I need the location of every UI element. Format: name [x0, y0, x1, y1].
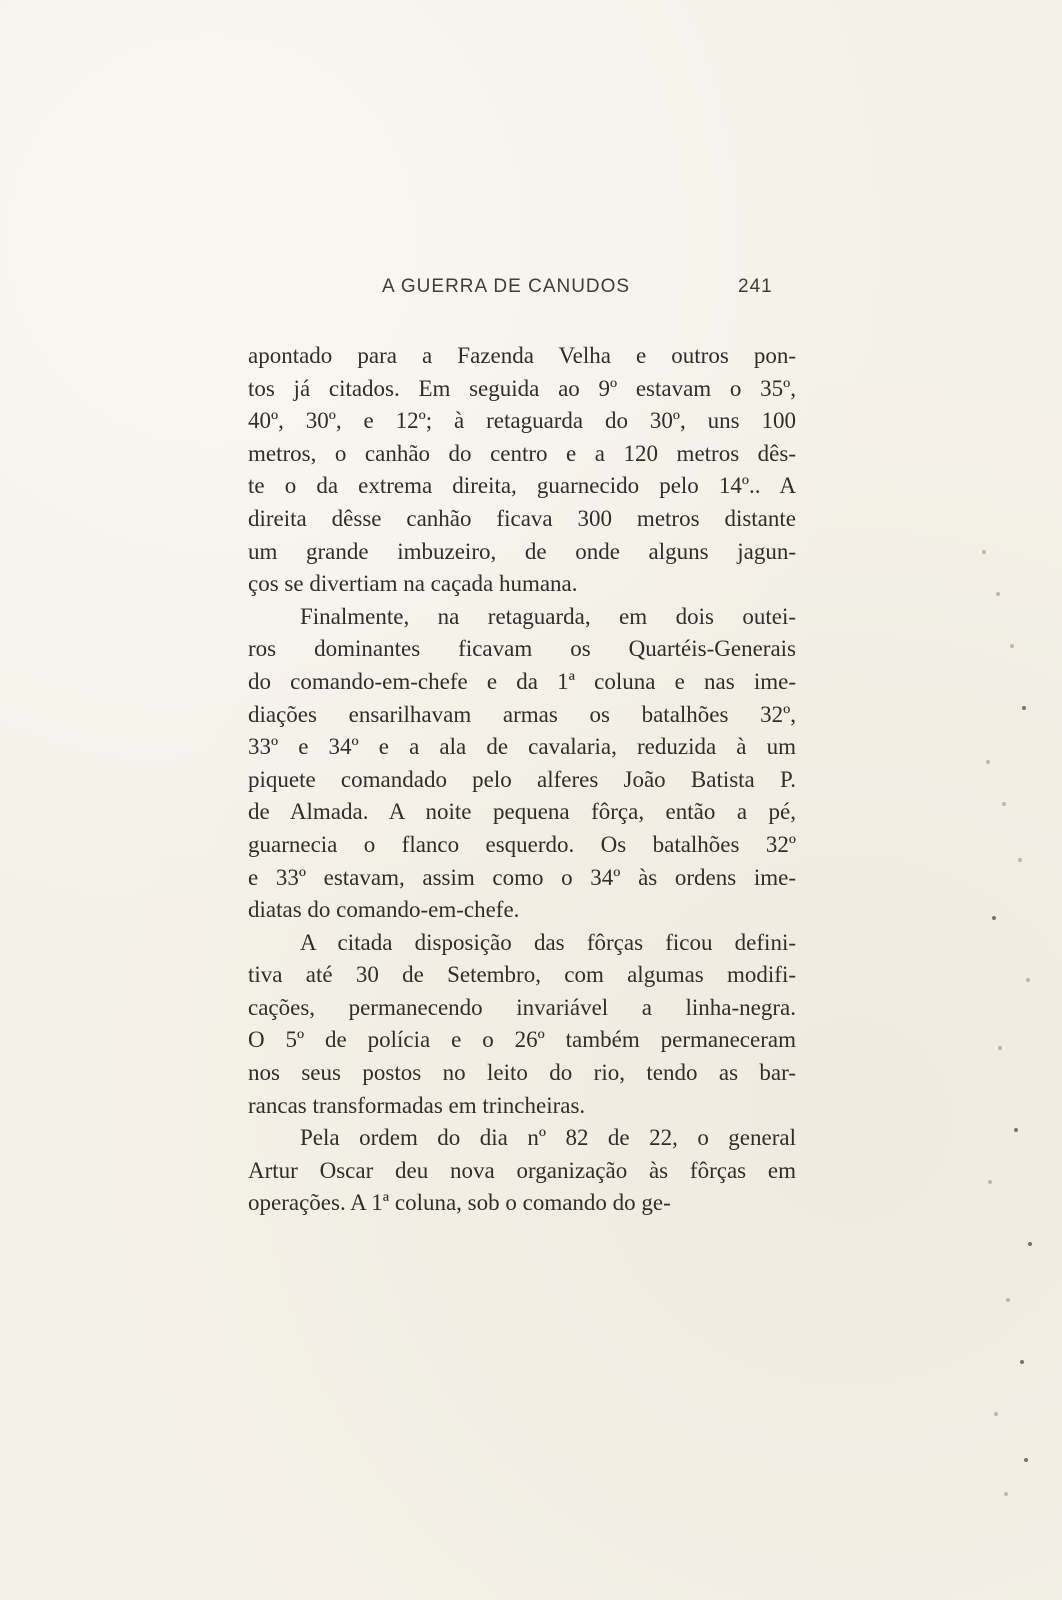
text-line: diações ensarilhavam armas os batalhões 32º,	[248, 701, 796, 727]
paragraph-3	[248, 927, 796, 1123]
foxing-specks	[974, 540, 1044, 1520]
speck	[996, 592, 1000, 596]
text-line: ros dominantes ficavam os Quartéis-Generais	[248, 636, 796, 662]
text-line: metros, o canhão do centro e a 120 metros dês-	[248, 440, 796, 466]
text-line: direita dêsse canhão ficava 300 metros distante	[248, 505, 796, 531]
speck	[1002, 802, 1006, 806]
text-line: e 33º estavam, assim como o 34º às ordens ime-	[248, 864, 796, 890]
text-line: Pela ordem do dia nº 82 de 22, o general	[300, 1125, 796, 1151]
text-line: piquete comandado pelo alferes João Batista P.	[248, 766, 796, 792]
text-line: 40º, 30º, e 12º; à retaguarda do 30º, uns 100	[248, 408, 796, 434]
text-line: ços se divertiam na caçada humana.	[248, 571, 578, 597]
text-line: tos já citados. Em seguida ao 9º estavam o 35º,	[248, 375, 796, 401]
text-line: O 5º de polícia e o 26º também permaneceram	[248, 1027, 796, 1053]
speck	[1028, 1242, 1032, 1246]
text-line: A citada disposição das fôrças ficou defini-	[300, 929, 796, 955]
speck	[1026, 978, 1030, 982]
text-line: nos seus postos no leito do rio, tendo as bar-	[248, 1060, 796, 1086]
speck	[998, 1046, 1002, 1050]
speck	[1010, 644, 1014, 648]
text-line: cações, permanecendo invariável a linha-negra.	[248, 994, 796, 1020]
speck	[1024, 1458, 1028, 1462]
text-line: guarnecia o flanco esquerdo. Os batalhões 32º	[248, 831, 796, 857]
text-line: rancas transformadas em trincheiras.	[248, 1092, 586, 1118]
speck	[1020, 1360, 1024, 1364]
text-line: te o da extrema direita, guarnecido pelo 14º.. A	[248, 473, 796, 499]
speck	[1006, 1298, 1010, 1302]
speck	[1004, 1492, 1008, 1496]
speck	[982, 550, 986, 554]
text-line: Finalmente, na retaguarda, em dois outei-	[300, 603, 796, 629]
body-text	[248, 340, 796, 1220]
speck	[988, 1180, 992, 1184]
speck	[992, 916, 996, 920]
paragraph-2	[248, 601, 796, 927]
page-number: 241	[738, 276, 773, 297]
paragraph-4	[248, 1122, 796, 1220]
text-line: do comando-em-chefe e da 1ª coluna e nas ime-	[248, 668, 796, 694]
text-line: Artur Oscar deu nova organização às fôrças em	[248, 1157, 796, 1183]
speck	[1022, 706, 1026, 710]
page-header	[382, 276, 792, 304]
text-line: 33º e 34º e a ala de cavalaria, reduzida à um	[248, 734, 796, 760]
text-line: operações. A 1ª coluna, sob o comando do ge-	[248, 1190, 671, 1216]
speck	[994, 1412, 998, 1416]
text-line: tiva até 30 de Setembro, com algumas modifi-	[248, 962, 796, 988]
text-line: apontado para a Fazenda Velha e outros pon-	[248, 343, 796, 368]
text-line: de Almada. A noite pequena fôrça, então a pé,	[248, 799, 796, 825]
speck	[986, 760, 990, 764]
speck	[1018, 858, 1022, 862]
running-title: A GUERRA DE CANUDOS	[382, 276, 631, 297]
text-line: um grande imbuzeiro, de onde alguns jagun-	[248, 538, 796, 564]
text-line: diatas do comando-em-chefe.	[248, 897, 520, 923]
speck	[1014, 1128, 1018, 1132]
paragraph-1	[248, 340, 796, 601]
